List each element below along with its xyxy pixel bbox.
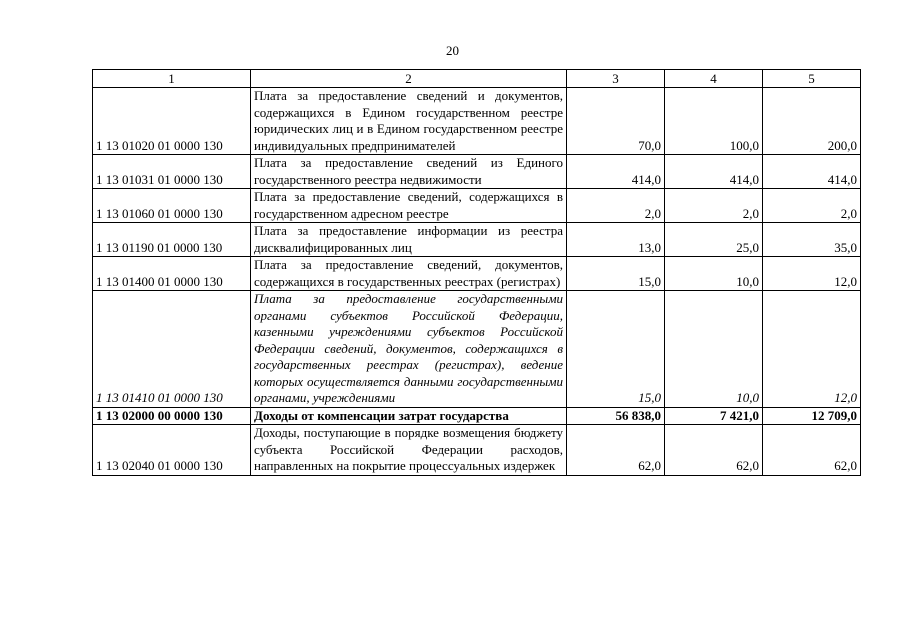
column-header: 3 — [567, 70, 665, 88]
table-row — [93, 291, 861, 408]
column-header: 1 — [93, 70, 251, 88]
value-col5: 200,0 — [763, 88, 861, 155]
revenue-name: Плата за предоставление сведений, документов, содержащихся в государственных реестрах (регистрах) — [251, 257, 567, 291]
value-col4: 100,0 — [665, 88, 763, 155]
column-header: 5 — [763, 70, 861, 88]
value-col3: 414,0 — [567, 155, 665, 189]
budget-code: 1 13 01410 01 0000 130 — [93, 291, 251, 408]
column-header: 4 — [665, 70, 763, 88]
table-row — [93, 155, 861, 189]
value-col3: 56 838,0 — [567, 407, 665, 425]
revenue-name: Плата за предоставление сведений, содержащихся в государственном адресном реестре — [251, 189, 567, 223]
revenue-name: Плата за предоставление сведений и документов, содержащихся в Едином государственном реестре юридических лиц и в Едином государственном реестре индивидуальных предпринимателей — [251, 88, 567, 155]
value-col3: 13,0 — [567, 223, 665, 257]
value-col5: 2,0 — [763, 189, 861, 223]
value-col4: 2,0 — [665, 189, 763, 223]
table-row — [93, 407, 861, 425]
value-col4: 25,0 — [665, 223, 763, 257]
revenue-name: Плата за предоставление сведений из Единого государственного реестра недвижимости — [251, 155, 567, 189]
value-col4: 7 421,0 — [665, 407, 763, 425]
column-header: 2 — [251, 70, 567, 88]
table-row — [93, 189, 861, 223]
value-col4: 414,0 — [665, 155, 763, 189]
revenue-name: Плата за предоставление информации из реестра дисквалифицированных лиц — [251, 223, 567, 257]
budget-code: 1 13 02000 00 0000 130 — [93, 407, 251, 425]
budget-code: 1 13 02040 01 0000 130 — [93, 425, 251, 476]
value-col4: 10,0 — [665, 257, 763, 291]
value-col3: 2,0 — [567, 189, 665, 223]
value-col3: 62,0 — [567, 425, 665, 476]
value-col3: 70,0 — [567, 88, 665, 155]
budget-code: 1 13 01060 01 0000 130 — [93, 189, 251, 223]
table-row — [93, 88, 861, 155]
value-col5: 12,0 — [763, 257, 861, 291]
revenue-name: Плата за предоставление государственными органами субъектов Российской Федерации, казенными учреждениями субъектов Российской Федерации сведений, документов, содержащихся в государственных реестрах (регистрах), ведение которых осуществляется данными государственными органами, учреждениями — [251, 291, 567, 408]
budget-code: 1 13 01190 01 0000 130 — [93, 223, 251, 257]
value-col3: 15,0 — [567, 257, 665, 291]
table-row — [93, 223, 861, 257]
value-col5: 414,0 — [763, 155, 861, 189]
table-row — [93, 257, 861, 291]
value-col5: 62,0 — [763, 425, 861, 476]
value-col4: 62,0 — [665, 425, 763, 476]
value-col5: 12 709,0 — [763, 407, 861, 425]
budget-code: 1 13 01031 01 0000 130 — [93, 155, 251, 189]
revenue-table — [92, 69, 861, 476]
page-number: 20 — [446, 43, 459, 58]
budget-code: 1 13 01400 01 0000 130 — [93, 257, 251, 291]
revenue-name: Доходы от компенсации затрат государства — [251, 407, 567, 425]
value-col5: 12,0 — [763, 291, 861, 408]
budget-code: 1 13 01020 01 0000 130 — [93, 88, 251, 155]
revenue-name: Доходы, поступающие в порядке возмещения бюджету субъекта Российской Федерации расходов, направленных на покрытие процессуальных издержек — [251, 425, 567, 476]
table-row — [93, 425, 861, 476]
table-header-row — [93, 70, 861, 88]
value-col4: 10,0 — [665, 291, 763, 408]
value-col3: 15,0 — [567, 291, 665, 408]
value-col5: 35,0 — [763, 223, 861, 257]
